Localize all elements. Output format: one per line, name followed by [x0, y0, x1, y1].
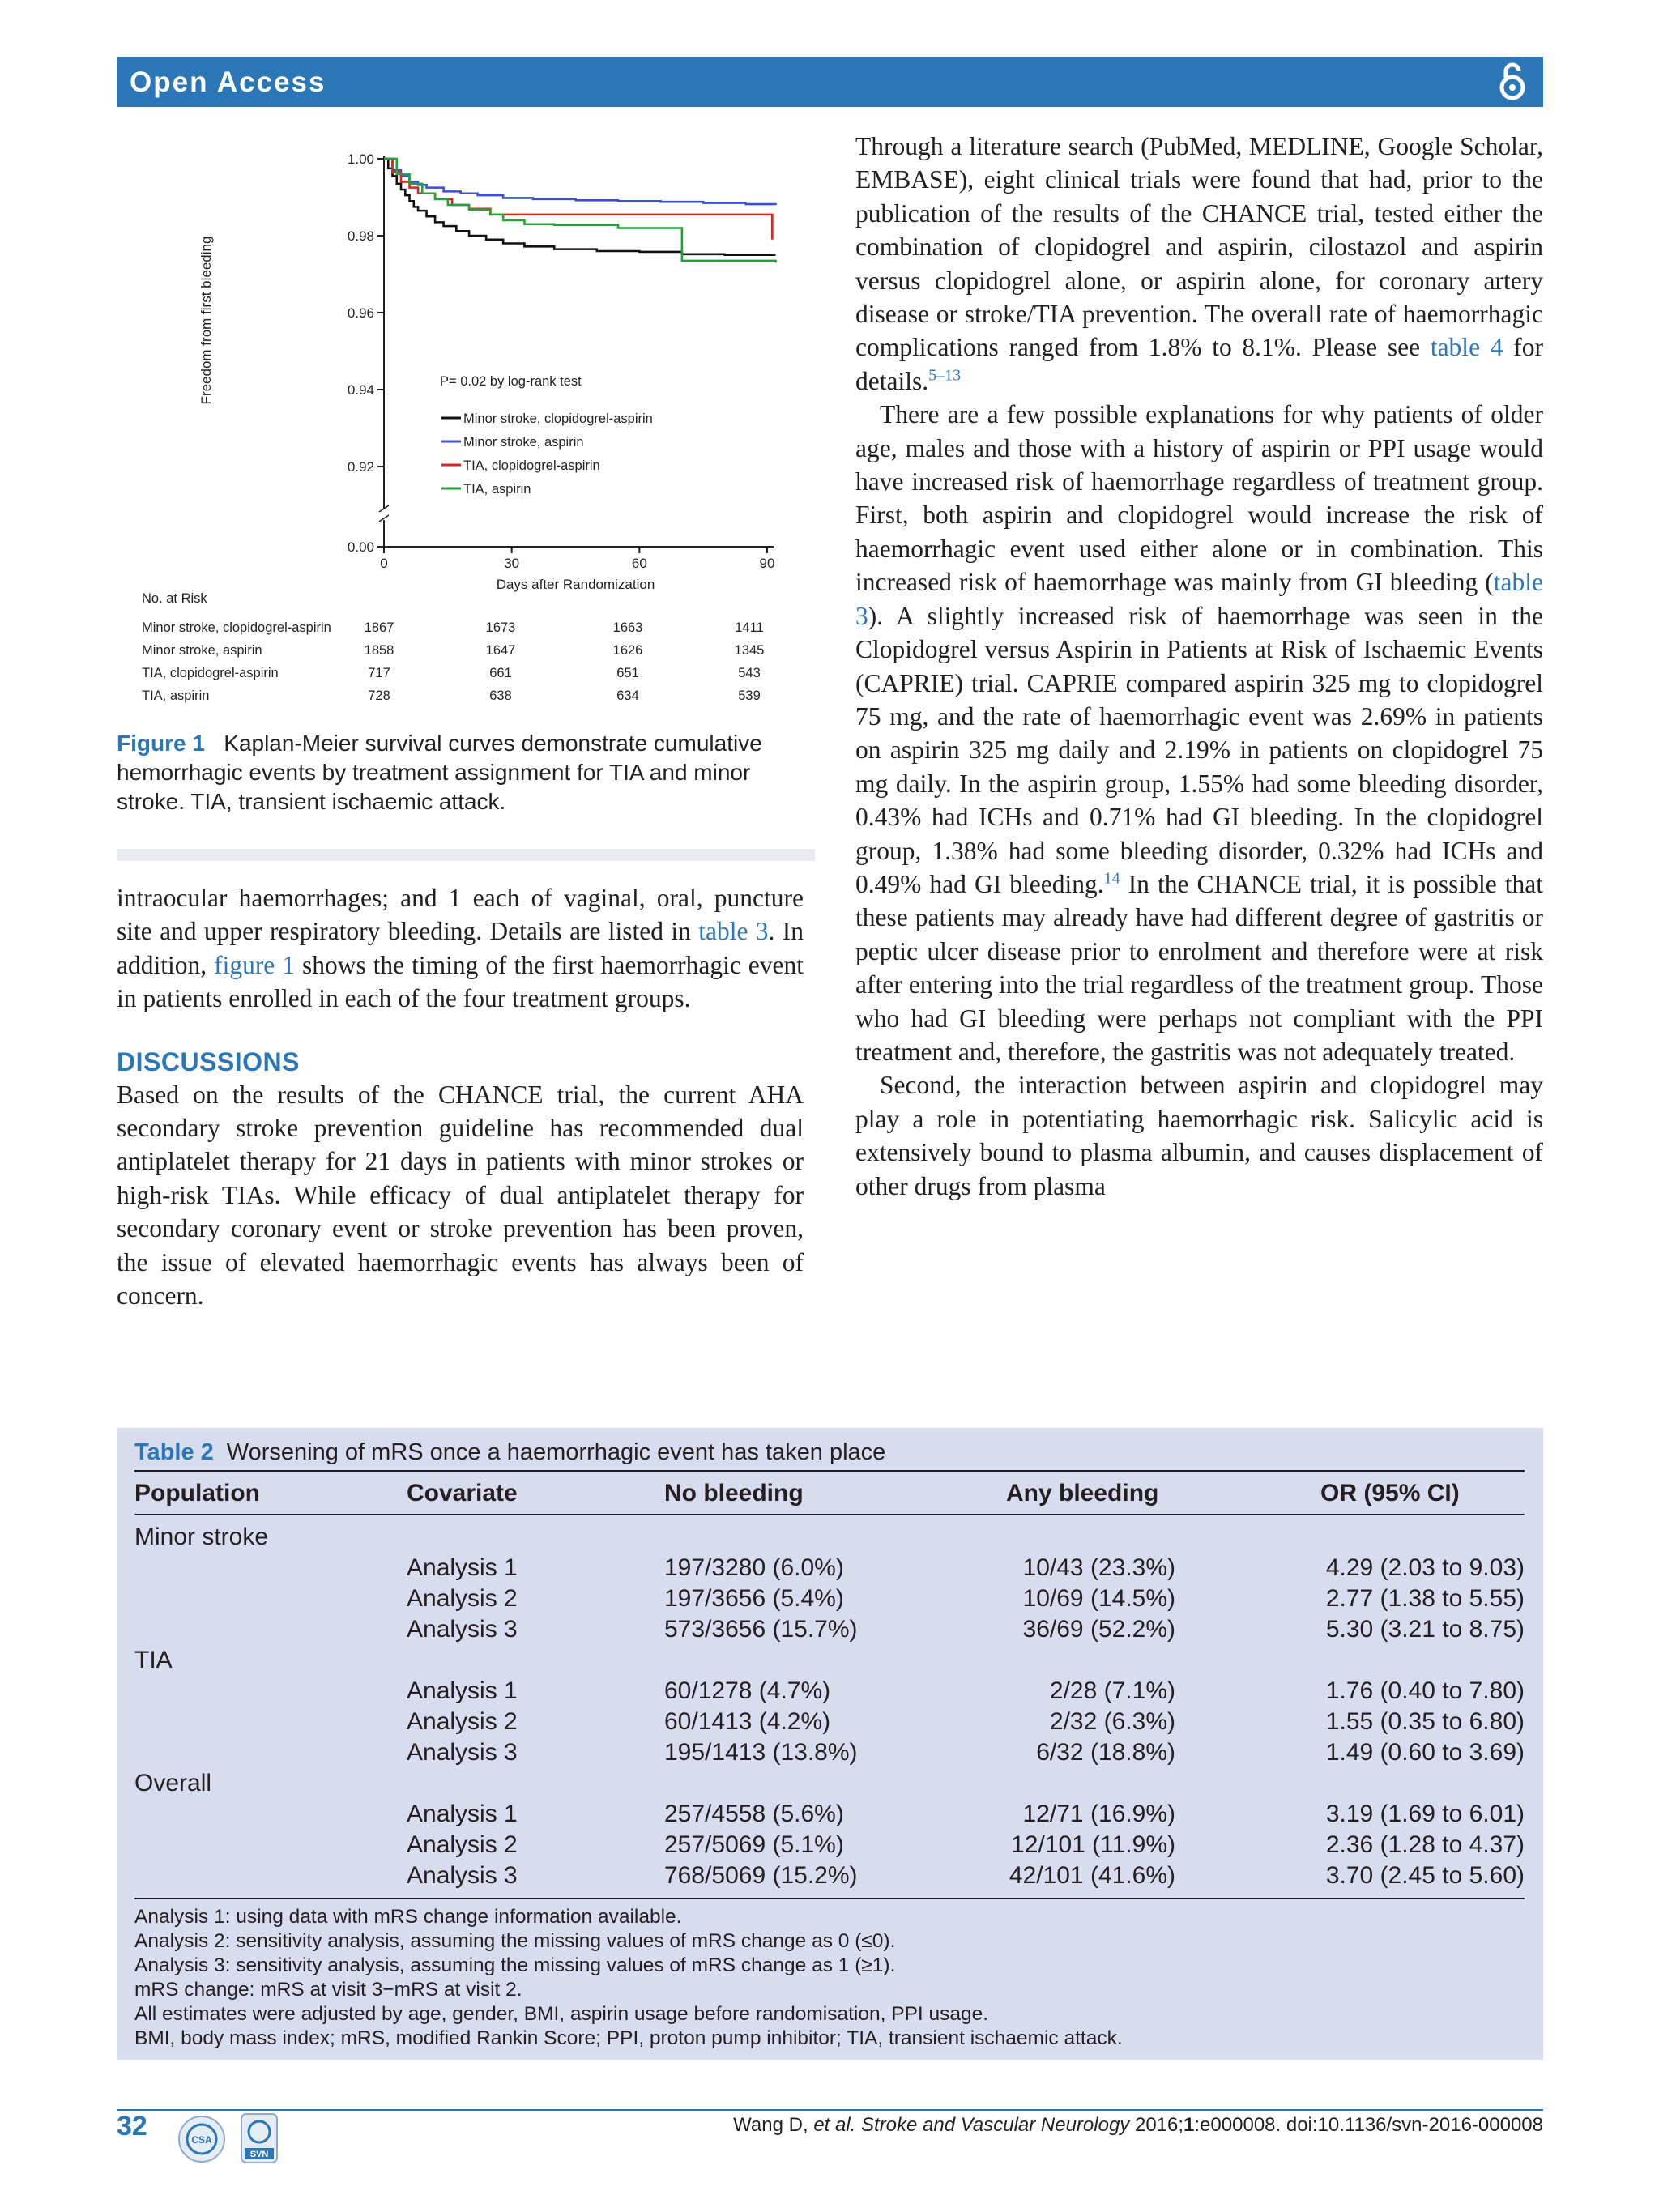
table-or-ci: 4.29 (2.03 to 9.03) [1325, 1554, 1525, 1581]
risk-row-label: Minor stroke, aspirin [142, 643, 262, 658]
table-top-rule [134, 1470, 1525, 1472]
table-label: Table 2 [134, 1439, 214, 1465]
table-footnote: BMI, body mass index; mRS, modified Rankin Score; PPI, proton pump inhibitor; TIA, transient ischaemic attack. [134, 2027, 1123, 2049]
table-4-link[interactable]: table 4 [1430, 333, 1503, 362]
table-or-ci: 5.30 (3.21 to 8.75) [1325, 1616, 1525, 1643]
table-covariate: Analysis 2 [407, 1585, 518, 1612]
legend-label-2: Minor stroke, aspirin [463, 435, 584, 450]
x-tick-label: 60 [631, 556, 647, 571]
section-heading: DISCUSSIONS [117, 1046, 300, 1076]
table-covariate: Analysis 3 [407, 1739, 518, 1766]
y-tick-label: 0.98 [347, 228, 374, 244]
y-tick-label: 0.00 [347, 539, 374, 555]
figure-caption-text: Kaplan-Meier survival curves demonstrate cumulative hemorrhagic events by treatment assignment for TIA and minor stroke. TIA, transient ischaemic attack. [117, 731, 762, 814]
risk-value: 1858 [364, 643, 394, 658]
table-covariate: Analysis 3 [407, 1862, 518, 1889]
table-no-bleeding: 257/5069 (5.1%) [664, 1831, 844, 1858]
table-covariate: Analysis 1 [407, 1801, 518, 1827]
table-2 [117, 1428, 1543, 2060]
figure-caption-label: Figure 1 [117, 731, 205, 756]
table-population-label: Minor stroke [134, 1524, 269, 1550]
y-axis-label: Freedom from first bleeding [198, 236, 214, 405]
table-any-bleeding: 12/101 (11.9%) [1011, 1831, 1175, 1858]
csa-logo-text: CSA [191, 2134, 212, 2146]
footer-rule [117, 2109, 1543, 2111]
x-axis-label: Days after Randomization [496, 577, 655, 592]
left-column [117, 881, 804, 1312]
series-line-2 [384, 159, 776, 205]
table-no-bleeding: 768/5069 (15.2%) [664, 1862, 858, 1889]
legend-label-3: TIA, clopidogrel-aspirin [463, 458, 600, 473]
table-no-bleeding: 60/1278 (4.7%) [664, 1677, 831, 1704]
table-population-label: Overall [134, 1770, 212, 1796]
left-paragraph-1: intraocular haemorrhages; and 1 each of vaginal, oral, puncture site and upper respiratory bleeding. Details are listed in table 3. In addition, figure 1 shows the timing of the first haemorrhagic event in patients enrolled in each of the four treatment groups. [117, 884, 804, 1013]
banner-title: Open Access [130, 66, 326, 98]
table-covariate: Analysis 1 [407, 1554, 518, 1581]
csa-logo [177, 2114, 227, 2164]
table-footnote: Analysis 2: sensitivity analysis, assuming the missing values of mRS change as 0 (≤0). [134, 1930, 896, 1952]
svn-logo-text: SVN [249, 2150, 269, 2159]
risk-value: 539 [738, 688, 761, 703]
table-footnote: Analysis 3: sensitivity analysis, assuming the missing values of mRS change as 1 (≥1). [134, 1954, 896, 1976]
figure-1-link[interactable]: figure 1 [214, 950, 295, 979]
table-column-header: Any bleeding [1006, 1480, 1159, 1507]
table-any-bleeding: 2/32 (6.3%) [1049, 1708, 1175, 1735]
table-3-link[interactable]: table 3 [855, 568, 1543, 630]
risk-value: 1663 [612, 620, 643, 635]
citation-superscript[interactable]: 14 [1103, 869, 1120, 888]
x-tick-label: 90 [759, 556, 775, 571]
risk-value: 1867 [364, 620, 394, 635]
table-header-rule [134, 1514, 1525, 1515]
table-title [134, 1439, 885, 1466]
risk-value: 634 [616, 688, 639, 703]
left-paragraph-2: Based on the results of the CHANCE trial, the current AHA secondary stroke prevention guideline has recommended dual antiplatelet therapy for 21 days in patients with minor strokes or high-risk TIAs. While efficacy of dual antiplatelet therapy for secondary coronary event or stroke prevention has been proven, the issue of elevated haemorrhagic events has always been of concern. [117, 1080, 804, 1311]
y-tick-label: 0.96 [347, 305, 374, 321]
table-no-bleeding: 60/1413 (4.2%) [664, 1708, 831, 1735]
legend-label-4: TIA, aspirin [463, 482, 531, 497]
table-no-bleeding: 197/3656 (5.4%) [664, 1585, 844, 1612]
table-no-bleeding: 257/4558 (5.6%) [664, 1801, 844, 1827]
table-or-ci: 1.55 (0.35 to 6.80) [1325, 1708, 1525, 1735]
table-no-bleeding: 573/3656 (15.7%) [664, 1616, 858, 1643]
table-covariate: Analysis 1 [407, 1677, 518, 1704]
risk-row-label: TIA, aspirin [142, 688, 210, 703]
risk-value: 1345 [734, 643, 765, 658]
table-or-ci: 1.49 (0.60 to 3.69) [1325, 1739, 1525, 1766]
risk-value: 717 [368, 666, 390, 680]
table-no-bleeding: 195/1413 (13.8%) [664, 1739, 858, 1766]
risk-value: 1626 [612, 643, 643, 658]
figure-1-panel [117, 120, 815, 861]
table-footnote: All estimates were adjusted by age, gender, BMI, aspirin usage before randomisation, PPI usage. [134, 2003, 989, 2025]
risk-value: 651 [616, 666, 639, 680]
table-any-bleeding: 42/101 (41.6%) [1009, 1862, 1175, 1889]
right-column [855, 130, 1543, 1203]
table-title-text: Worsening of mRS once a haemorrhagic event has taken place [226, 1439, 886, 1465]
kaplan-meier-chart [117, 120, 815, 719]
y-tick-label: 1.00 [347, 151, 374, 167]
figure-caption [117, 729, 815, 816]
table-covariate: Analysis 2 [407, 1831, 518, 1858]
table-footnote: mRS change: mRS at visit 3−mRS at visit 2. [134, 1979, 522, 2001]
log-rank-annotation: P= 0.02 by log-rank test [440, 374, 582, 389]
risk-row-label: TIA, clopidogrel-aspirin [142, 666, 279, 680]
right-paragraph-2: There are a few possible explanations for why patients of older age, males and those with a history of aspirin or PPI usage would have increased risk of haemorrhage regardless of treatment group. First, both aspirin and clopidogrel would increase the risk of haemorrhagic event used either alone or in combination. This increased risk of haemorrhage was mainly from GI bleeding (table 3). A slightly increased risk of haemorrhage was seen in the Clopidogrel versus Aspirin in Patients at Risk of Ischaemic Events (CAPRIE) trial. CAPRIE compared aspirin 325 mg to clopidogrel 75 mg, and the rate of haemorrhagic event was 2.69% in patients on aspirin 325 mg daily and 2.19% in patients on clopidogrel 75 mg daily. In the aspirin group, 1.55% had some bleeding disorder, 0.43% had ICHs and 0.71% had GI bleeding. In the clopidogrel group, 1.38% had some bleeding disorder, 0.32% had ICHs and 0.49% had GI bleeding.$^{14}$ In the CHANCE trial, it is possible that these patients may already have had different degree of gastritis or peptic ulcer disease prior to enrolment and therefore were at risk after entering into the trial regardless of the treatment group. Those who had GI bleeding were perhaps not compliant with the PPI treatment and, therefore, the gastritis was not adequately treated. [855, 400, 1543, 1066]
risk-row-label: Minor stroke, clopidogrel-aspirin [142, 620, 331, 635]
table-or-ci: 3.70 (2.45 to 5.60) [1325, 1862, 1525, 1889]
table-or-ci: 1.76 (0.40 to 7.80) [1325, 1677, 1525, 1704]
y-tick-label: 0.92 [347, 459, 374, 475]
table-or-ci: 2.36 (1.28 to 4.37) [1325, 1831, 1525, 1858]
y-tick-label: 0.94 [347, 382, 374, 398]
risk-value: 1647 [485, 643, 516, 658]
risk-value: 1673 [485, 620, 516, 635]
table-any-bleeding: 6/32 (18.8%) [1036, 1739, 1175, 1766]
table-column-header: Population [134, 1480, 260, 1507]
open-access-lock-icon [1496, 62, 1529, 102]
risk-value: 728 [368, 688, 390, 703]
table-or-ci: 2.77 (1.38 to 5.55) [1325, 1585, 1525, 1612]
table-bottom-rule [134, 1898, 1525, 1899]
table-covariate: Analysis 2 [407, 1708, 518, 1735]
series-line-1 [384, 159, 776, 255]
table-column-header: Covariate [407, 1480, 518, 1507]
risk-value: 638 [489, 688, 512, 703]
right-paragraph-1: Through a literature search (PubMed, MEDLINE, Google Scholar, EMBASE), eight clinical trials were found that had, prior to the publication of the results of the CHANCE trial, tested either the combination of clopidogrel and aspirin, cilostazol and aspirin versus clopidogrel alone, or aspirin alone, for coronary artery disease or stroke/TIA prevention. The overall rate of haemorrhagic complications ranged from 1.8% to 8.1%. Please see table 4 for details.$^{5-13}$ [855, 132, 1543, 395]
table-or-ci: 3.19 (1.69 to 6.01) [1325, 1801, 1525, 1827]
risk-value: 543 [738, 666, 761, 680]
table-covariate: Analysis 3 [407, 1616, 518, 1643]
right-paragraph-3: Second, the interaction between aspirin and clopidogrel may play a role in potentiating haemorrhagic risk. Salicylic acid is extensively bound to plasma albumin, and causes displacement of other drugs from plasma [855, 1071, 1543, 1200]
citation-superscript[interactable]: 5–13 [928, 366, 962, 385]
table-any-bleeding: 2/28 (7.1%) [1049, 1677, 1175, 1704]
risk-value: 661 [489, 666, 512, 680]
citation: Wang D, et al. Stroke and Vascular Neurology 2016;1:e000008. doi:10.1136/svn-2016-000008 [733, 2114, 1543, 2136]
table-no-bleeding: 197/3280 (6.0%) [664, 1554, 844, 1581]
table-column-header: No bleeding [664, 1480, 804, 1507]
table-population-label: TIA [134, 1647, 173, 1673]
page-number: 32 [117, 2111, 147, 2142]
x-tick-label: 0 [380, 556, 388, 571]
table-any-bleeding: 36/69 (52.2%) [1022, 1616, 1175, 1643]
table-footnote: Analysis 1: using data with mRS change information available. [134, 1906, 682, 1928]
open-access-banner [117, 57, 1543, 107]
table-any-bleeding: 10/43 (23.3%) [1022, 1554, 1175, 1581]
risk-value: 1411 [735, 620, 764, 635]
series-line-4 [384, 159, 776, 262]
table-3-link[interactable]: table 3 [698, 917, 769, 946]
table-any-bleeding: 10/69 (14.5%) [1022, 1585, 1175, 1612]
table-column-header: OR (95% CI) [1320, 1480, 1460, 1507]
risk-table-title: No. at Risk [142, 591, 207, 606]
svn-logo [240, 2112, 279, 2164]
legend-label-1: Minor stroke, clopidogrel-aspirin [463, 411, 653, 426]
table-any-bleeding: 12/71 (16.9%) [1022, 1801, 1175, 1827]
x-tick-label: 30 [504, 556, 520, 571]
